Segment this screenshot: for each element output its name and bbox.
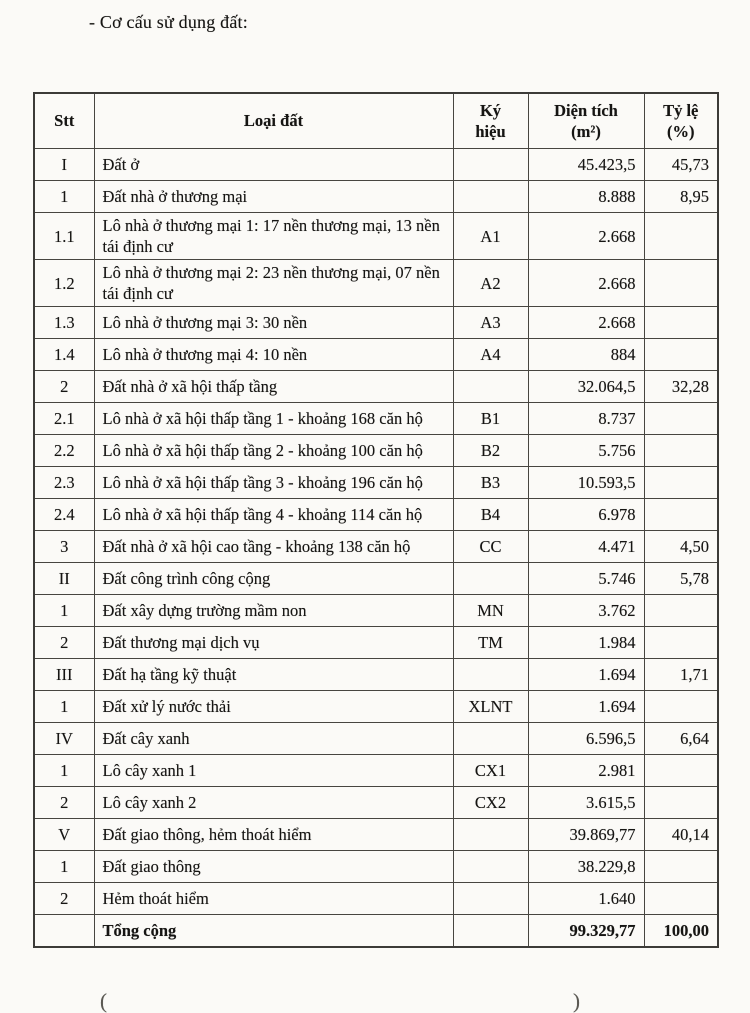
cell-stt: 2.3 xyxy=(34,467,94,499)
table-row xyxy=(34,531,718,563)
cell-ky-hieu xyxy=(453,723,528,755)
cell-ky-hieu: A2 xyxy=(453,260,528,307)
cell-ky-hieu xyxy=(453,371,528,403)
header-cell-ty-le xyxy=(644,93,718,149)
cell-loai-dat: Đất xây dựng trường mầm non xyxy=(94,595,453,627)
cell-dien-tich: 38.229,8 xyxy=(528,851,644,883)
cell-ty-le xyxy=(644,467,718,499)
cell-stt: IV xyxy=(34,723,94,755)
cell-ky-hieu: A3 xyxy=(453,307,528,339)
table-row xyxy=(34,883,718,915)
cell-loai-dat: Lô nhà ở xã hội thấp tầng 1 - khoảng 168 căn hộ xyxy=(94,403,453,435)
header-dien-tich-line1: Diện tích xyxy=(554,100,618,120)
cell-stt: II xyxy=(34,563,94,595)
cell-loai-dat: Đất nhà ở xã hội thấp tầng xyxy=(94,371,453,403)
cell-dien-tich: 1.694 xyxy=(528,659,644,691)
cell-dien-tich: 99.329,77 xyxy=(528,915,644,948)
cell-loai-dat: Đất nhà ở thương mại xyxy=(94,181,453,213)
cell-dien-tich: 1.640 xyxy=(528,883,644,915)
cell-loai-dat: Lô nhà ở thương mại 3: 30 nền xyxy=(94,307,453,339)
table-row xyxy=(34,787,718,819)
cell-ty-le xyxy=(644,339,718,371)
cell-ty-le xyxy=(644,260,718,307)
cell-loai-dat: Lô cây xanh 2 xyxy=(94,787,453,819)
cell-ty-le: 32,28 xyxy=(644,371,718,403)
cell-dien-tich: 3.615,5 xyxy=(528,787,644,819)
table-row xyxy=(34,181,718,213)
cell-loai-dat: Đất công trình công cộng xyxy=(94,563,453,595)
cell-ty-le xyxy=(644,403,718,435)
cell-loai-dat: Lô nhà ở xã hội thấp tầng 2 - khoảng 100 căn hộ xyxy=(94,435,453,467)
cell-ty-le xyxy=(644,787,718,819)
table-row xyxy=(34,723,718,755)
cell-stt: 1 xyxy=(34,595,94,627)
cell-stt: 1 xyxy=(34,851,94,883)
header-dien-tich-line2: (m²) xyxy=(571,122,601,141)
cell-ky-hieu: A1 xyxy=(453,213,528,260)
cell-dien-tich: 6.596,5 xyxy=(528,723,644,755)
cell-ky-hieu: B3 xyxy=(453,467,528,499)
cell-ky-hieu: CX2 xyxy=(453,787,528,819)
cell-stt: 3 xyxy=(34,531,94,563)
cell-ky-hieu: MN xyxy=(453,595,528,627)
cell-dien-tich: 8.737 xyxy=(528,403,644,435)
page-title: - Cơ cấu sử dụng đất: xyxy=(89,12,248,32)
cell-loai-dat: Lô nhà ở thương mại 4: 10 nền xyxy=(94,339,453,371)
cell-dien-tich: 6.978 xyxy=(528,499,644,531)
cell-stt: 2 xyxy=(34,883,94,915)
cutoff-text-fragment xyxy=(100,989,580,1013)
cell-dien-tich: 1.694 xyxy=(528,691,644,723)
cell-ty-le: 100,00 xyxy=(644,915,718,948)
table-row xyxy=(34,691,718,723)
header-row xyxy=(34,93,718,149)
cell-loai-dat: Lô nhà ở thương mại 1: 17 nền thương mại, 13 nền tái định cư xyxy=(94,213,453,260)
cell-ty-le xyxy=(644,755,718,787)
cell-stt: 1.2 xyxy=(34,260,94,307)
cell-dien-tich: 10.593,5 xyxy=(528,467,644,499)
cell-dien-tich: 5.756 xyxy=(528,435,644,467)
cell-loai-dat: Đất cây xanh xyxy=(94,723,453,755)
table-row xyxy=(34,307,718,339)
header-ty-le-line1: Tỷ lệ xyxy=(663,100,699,120)
cell-dien-tich: 2.668 xyxy=(528,307,644,339)
cell-ky-hieu: CC xyxy=(453,531,528,563)
cell-ty-le xyxy=(644,883,718,915)
cell-dien-tich: 4.471 xyxy=(528,531,644,563)
cell-stt: 2.4 xyxy=(34,499,94,531)
cell-ky-hieu xyxy=(453,851,528,883)
cutoff-mark-left: ( xyxy=(100,989,107,1013)
cell-stt: III xyxy=(34,659,94,691)
table-row xyxy=(34,915,718,948)
cell-loai-dat: Lô nhà ở thương mại 2: 23 nền thương mại, 07 nền tái định cư xyxy=(94,260,453,307)
cell-dien-tich: 2.668 xyxy=(528,260,644,307)
header-loai-dat-label: Loại đất xyxy=(243,111,304,131)
table-row xyxy=(34,435,718,467)
table-row xyxy=(34,819,718,851)
header-cell-stt xyxy=(34,93,94,149)
table-row xyxy=(34,403,718,435)
table-row xyxy=(34,260,718,307)
cell-stt: 1 xyxy=(34,691,94,723)
cell-ty-le: 1,71 xyxy=(644,659,718,691)
cell-stt: 2 xyxy=(34,371,94,403)
cell-ty-le xyxy=(644,595,718,627)
cell-ty-le xyxy=(644,307,718,339)
cell-loai-dat: Lô nhà ở xã hội thấp tầng 3 - khoảng 196 căn hộ xyxy=(94,467,453,499)
cell-dien-tich: 45.423,5 xyxy=(528,149,644,181)
cell-stt: 1.4 xyxy=(34,339,94,371)
cell-loai-dat: Đất thương mại dịch vụ xyxy=(94,627,453,659)
table-row xyxy=(34,851,718,883)
table-row xyxy=(34,339,718,371)
cell-ky-hieu xyxy=(453,915,528,948)
cell-ty-le: 40,14 xyxy=(644,819,718,851)
cell-ky-hieu: B4 xyxy=(453,499,528,531)
cell-loai-dat: Đất nhà ở xã hội cao tầng - khoảng 138 căn hộ xyxy=(94,531,453,563)
cell-stt: 2 xyxy=(34,627,94,659)
table-row xyxy=(34,499,718,531)
cell-stt: 2.2 xyxy=(34,435,94,467)
cell-ky-hieu: XLNT xyxy=(453,691,528,723)
table-row xyxy=(34,755,718,787)
cell-dien-tich: 884 xyxy=(528,339,644,371)
cell-ty-le: 5,78 xyxy=(644,563,718,595)
cell-ky-hieu: B2 xyxy=(453,435,528,467)
cell-ty-le xyxy=(644,435,718,467)
cell-stt: 1.1 xyxy=(34,213,94,260)
cell-ty-le: 6,64 xyxy=(644,723,718,755)
cell-dien-tich: 2.981 xyxy=(528,755,644,787)
header-cell-loai-dat xyxy=(94,93,453,149)
cell-dien-tich: 32.064,5 xyxy=(528,371,644,403)
cell-loai-dat: Hẻm thoát hiểm xyxy=(94,883,453,915)
table-row xyxy=(34,659,718,691)
header-ty-le-line2: (%) xyxy=(667,122,695,141)
cell-ty-le xyxy=(644,851,718,883)
cell-ky-hieu xyxy=(453,819,528,851)
cell-ky-hieu: TM xyxy=(453,627,528,659)
table-row xyxy=(34,467,718,499)
cell-ty-le xyxy=(644,691,718,723)
table-row xyxy=(34,595,718,627)
cell-dien-tich: 39.869,77 xyxy=(528,819,644,851)
cell-ky-hieu xyxy=(453,149,528,181)
cell-ty-le: 8,95 xyxy=(644,181,718,213)
cell-ty-le xyxy=(644,213,718,260)
table-row xyxy=(34,149,718,181)
cell-ky-hieu: CX1 xyxy=(453,755,528,787)
cell-loai-dat: Đất giao thông, hẻm thoát hiểm xyxy=(94,819,453,851)
cell-ky-hieu: B1 xyxy=(453,403,528,435)
cell-ty-le: 45,73 xyxy=(644,149,718,181)
cell-loai-dat: Lô cây xanh 1 xyxy=(94,755,453,787)
cell-stt: 2 xyxy=(34,787,94,819)
cell-stt: 1.3 xyxy=(34,307,94,339)
cell-loai-dat: Đất ở xyxy=(94,149,453,181)
cell-dien-tich: 3.762 xyxy=(528,595,644,627)
cell-ky-hieu xyxy=(453,883,528,915)
header-ky-hieu-line2: hiệu xyxy=(475,122,506,141)
table-row xyxy=(34,213,718,260)
cell-ky-hieu xyxy=(453,659,528,691)
table-body xyxy=(34,149,718,948)
cell-stt: 1 xyxy=(34,181,94,213)
cell-loai-dat: Đất giao thông xyxy=(94,851,453,883)
table-row xyxy=(34,563,718,595)
cell-loai-dat: Đất xử lý nước thải xyxy=(94,691,453,723)
cell-ky-hieu xyxy=(453,181,528,213)
cell-stt: 2.1 xyxy=(34,403,94,435)
cell-loai-dat: Lô nhà ở xã hội thấp tầng 4 - khoảng 114 căn hộ xyxy=(94,499,453,531)
table-row xyxy=(34,371,718,403)
cell-loai-dat: Tổng cộng xyxy=(94,915,453,948)
cell-dien-tich: 1.984 xyxy=(528,627,644,659)
cell-dien-tich: 5.746 xyxy=(528,563,644,595)
cell-ky-hieu xyxy=(453,563,528,595)
cell-dien-tich: 8.888 xyxy=(528,181,644,213)
land-use-table xyxy=(33,92,719,948)
cell-ty-le: 4,50 xyxy=(644,531,718,563)
header-stt-label: Stt xyxy=(54,111,75,131)
cell-ty-le xyxy=(644,499,718,531)
cutoff-mark-right: ) xyxy=(573,989,580,1013)
table-row xyxy=(34,627,718,659)
header-cell-ky-hieu xyxy=(453,93,528,149)
header-cell-dien-tich xyxy=(528,93,644,149)
cell-loai-dat: Đất hạ tầng kỹ thuật xyxy=(94,659,453,691)
cell-ky-hieu: A4 xyxy=(453,339,528,371)
cell-stt: V xyxy=(34,819,94,851)
cell-ty-le xyxy=(644,627,718,659)
cell-stt xyxy=(34,915,94,948)
header-ky-hieu-line1: Ký xyxy=(479,100,502,120)
cell-dien-tich: 2.668 xyxy=(528,213,644,260)
cell-stt: I xyxy=(34,149,94,181)
cell-stt: 1 xyxy=(34,755,94,787)
